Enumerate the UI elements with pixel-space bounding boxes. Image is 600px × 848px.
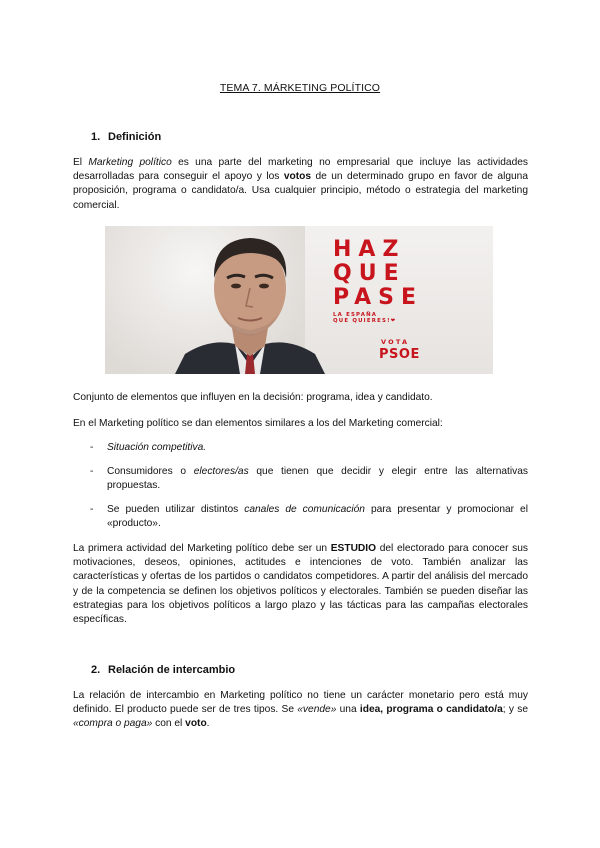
exchange-italic-2: «compra o paga» xyxy=(73,718,153,730)
slogan-line-2: QUE xyxy=(333,261,406,286)
slogan-line-3: PASE xyxy=(333,285,424,310)
section-2-number: 2. xyxy=(91,664,101,676)
section-1-heading xyxy=(91,131,161,143)
study-bold: ESTUDIO xyxy=(330,543,377,554)
exchange-text-3: ; y se xyxy=(502,704,528,716)
bullet-2-italic: electores/as xyxy=(193,466,249,477)
subline-2: QUE QUIERES!❤ xyxy=(333,318,397,325)
bullet-2-text-2: que tienen que decidir y elegir entre las alternativas propuestas. xyxy=(107,466,528,492)
poster-subline xyxy=(333,312,423,325)
bullet-dash: - xyxy=(90,442,94,453)
exchange-text-5: . xyxy=(206,718,210,730)
section-2-title: Relación de intercambio xyxy=(108,664,236,676)
definition-text-1: El xyxy=(73,157,89,168)
poster-party-logo: PSOE xyxy=(379,347,420,362)
exchange-bold-2: voto xyxy=(185,718,207,730)
bullet-3-text-1: Se pueden utilizar distintos xyxy=(107,504,245,515)
definition-italic: Marketing político xyxy=(88,157,172,168)
slogan-line-1: HAZ xyxy=(333,237,406,262)
similar-elements-paragraph: En el Marketing político se dan elementos similares a los del Marketing comercial: xyxy=(73,418,443,429)
bullet-1-text: Situación competitiva. xyxy=(107,442,207,453)
definition-text-3: de un determinado grupo en favor de alguna proposición, programa o candidato/a. Usa cualquier principio, método o estrategia del marketing comercial. xyxy=(73,171,528,211)
exchange-text-1: La relación de intercambio en Marketing político no tiene un carácter monetario pero está muy definido. El producto puede ser de tres tipos. Se xyxy=(73,690,528,716)
exchange-text-4: con el xyxy=(152,718,186,730)
definition-bold: votos xyxy=(283,171,311,183)
bullet-dash: - xyxy=(90,504,94,515)
exchange-italic-1: «vende» xyxy=(297,704,337,716)
campaign-poster-image xyxy=(105,226,493,374)
exchange-paragraph xyxy=(73,689,528,732)
bullet-2-text-1: Consumidores o xyxy=(107,466,194,477)
subline-1: LA ESPAÑA xyxy=(333,312,378,318)
exchange-bold-1: idea, programa o candidato/a xyxy=(359,704,503,716)
bullet-3-italic: canales de comunicación xyxy=(244,504,365,515)
study-text-2: del electorado para conocer sus motivaciones, deseos, opiniones, actitudes e intenciones de voto. También analizar las características y ofertas de los partidos o candidatos competidores. A partir del análisis del mercado y de la competencia se definen los objetivos políticos y electorales. También se pueden diseñar las estrategias para los objetivos políticos a largo plazo y las tácticas para las campañas electorales específicas. xyxy=(73,543,528,626)
definition-text-2: es una parte del marketing no empresarial que incluye las actividades desarrolladas para conseguir el apoyo y los xyxy=(73,157,528,183)
bullet-3-text-2: para presentar y promocionar el «producto». xyxy=(107,504,528,530)
study-text-1: La primera actividad del Marketing político debe ser un xyxy=(73,543,331,554)
candidate-portrait-icon xyxy=(165,226,335,374)
study-paragraph xyxy=(73,542,528,627)
section-2-heading xyxy=(91,664,235,676)
elements-paragraph: Conjunto de elementos que influyen en la decisión: programa, idea y candidato. xyxy=(73,392,433,403)
definition-paragraph xyxy=(73,156,528,213)
poster-vota: VOTA xyxy=(381,338,410,346)
exchange-text-2: una xyxy=(336,704,360,716)
section-1-title: Definición xyxy=(108,131,162,143)
section-1-number: 1. xyxy=(91,131,101,143)
page-title: TEMA 7. MÁRKETING POLÍTICO xyxy=(219,82,381,94)
poster-slogan xyxy=(333,238,423,310)
bullet-dash: - xyxy=(90,466,94,477)
